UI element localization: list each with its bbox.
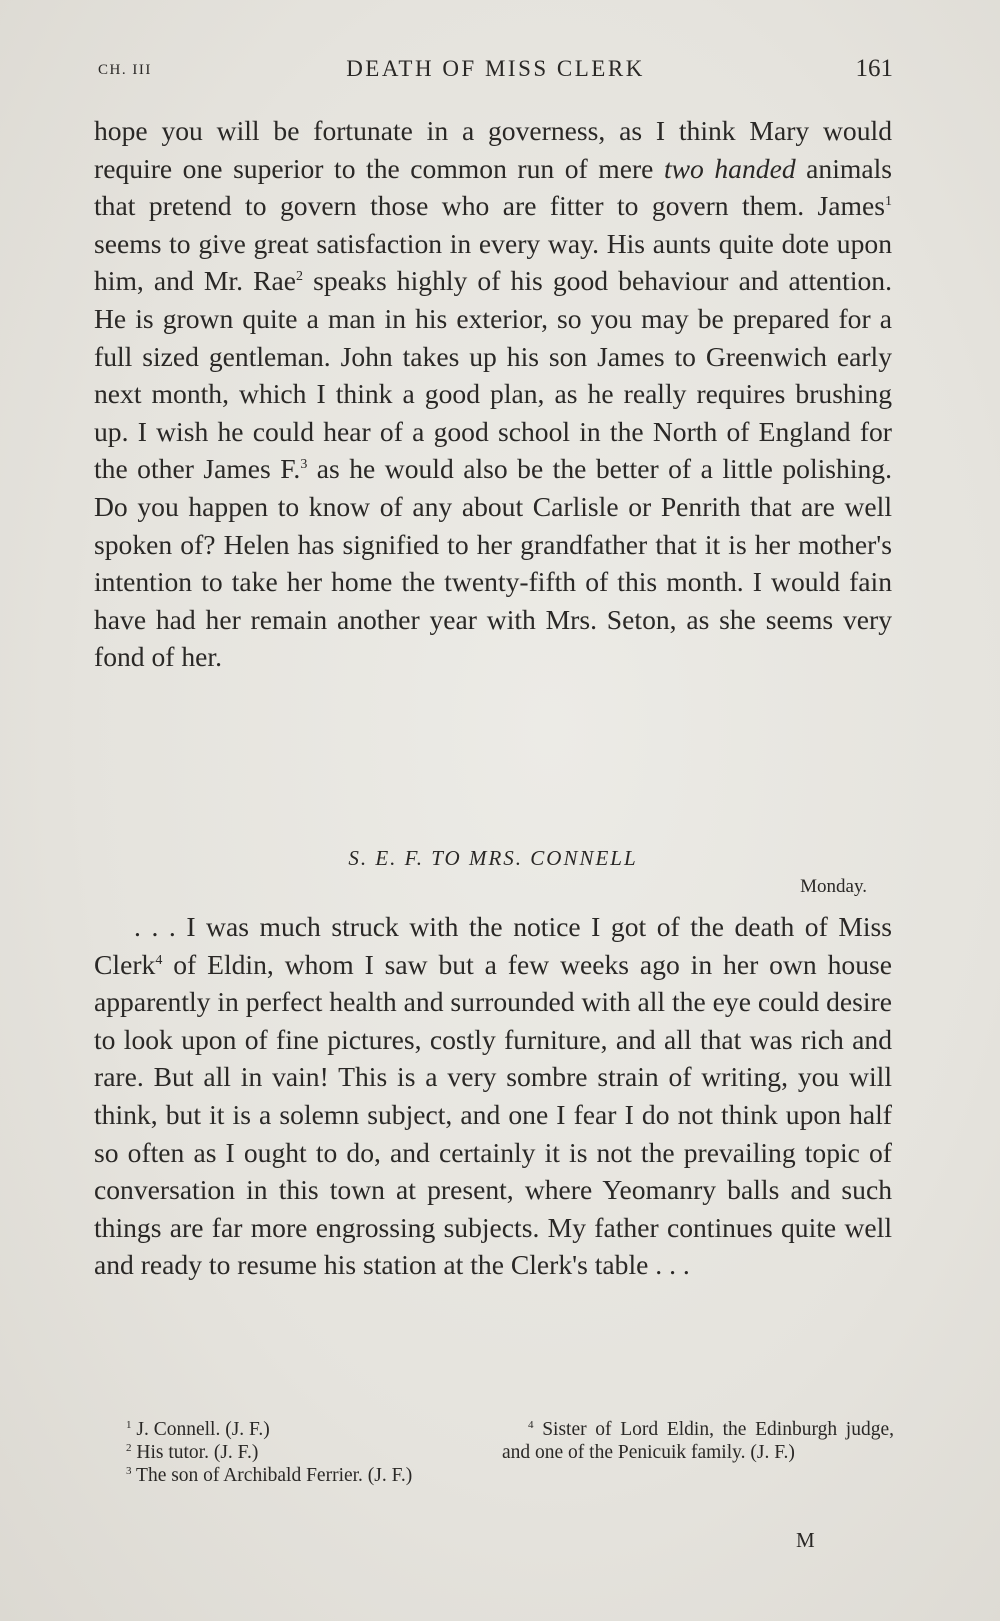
footnote-ref-2: 2 [296, 269, 304, 285]
footnote-text: Sister of Lord Eldin, the Edinburgh judge, and one of the Penicuik family. (J. F.) [502, 1419, 894, 1463]
footnote-mark: 1 [126, 1419, 132, 1431]
footnote-4 [502, 1418, 894, 1464]
running-title: DEATH OF MISS CLERK [346, 56, 645, 81]
footnote-3 [84, 1464, 474, 1487]
signature-mark: M [796, 1528, 816, 1552]
footnote-text: His tutor. (J. F.) [136, 1442, 259, 1463]
footnotes-left-column [84, 1418, 474, 1487]
text-run: of Eldin, whom I saw but a few weeks ago in her own house apparently in perfect health and surrounded with all the eye could desire to look upon of fine pictures, costly furniture, and all that was rich and rare. But all in vain! This is a very sombre strain of writing, you will think, but it is a solemn subject, and one I fear I do not think upon half so often as I ought to do, and certainly it is not the prevailing topic of conversation in this town at present, where Yeomanry balls and such things are far more engrossing subjects. My father continues quite well and ready to resume his station at the Clerk's table . . . [94, 948, 892, 1281]
footnote-mark: 3 [126, 1465, 132, 1477]
footnote-ref-1: 1 [885, 194, 892, 210]
italic-phrase: two handed [663, 152, 796, 184]
letter-paragraph-continued [94, 112, 892, 676]
running-head [98, 56, 893, 92]
text-run: speaks highly of his good behaviour and attention. He is grown quite a man in his exterior, so you may be prepared for a full sized gentleman. John takes up his son James to Greenwich early next month, which I think a good plan, as he really requires brushing up. I wish he could hear of a good school in the North of England for the other James F. [94, 265, 892, 485]
footnote-text: The son of Archibald Ferrier. (J. F.) [136, 1465, 413, 1486]
page-number: 161 [855, 55, 893, 82]
chapter-label: CH. III [98, 62, 152, 78]
letter-paragraph [94, 908, 892, 1284]
footnote-ref-4: 4 [155, 952, 163, 968]
text-run: animals that pretend to govern those who are fitter to govern them. James [94, 152, 892, 222]
footnote-mark: 4 [528, 1419, 534, 1431]
footnote-ref-3: 3 [300, 457, 308, 473]
footnote-2 [84, 1441, 474, 1464]
letter-heading: S. E. F. TO MRS. CONNELL [348, 846, 638, 870]
letter-dateline: Monday. [800, 876, 867, 897]
footnote-mark: 2 [126, 1442, 132, 1454]
footnote-1 [84, 1418, 474, 1441]
footnote-text: J. Connell. (J. F.) [136, 1419, 270, 1440]
text-run: . . . I was much struck with the notice I got of the death of Miss Clerk [94, 911, 892, 980]
text-run: as he would also be the better of a little polishing. Do you happen to know of any about Carlisle or Penrith that are well spoken of? Helen has signified to her grandfather that it is her mother's intention to take her home the twenty-fifth of this month. I would fain have had her remain another year with Mrs. Seton, as she seems very fond of her. [94, 453, 892, 673]
text-run: seems to give great satisfaction in every way. His aunts quite dote upon him, and Mr. Rae [94, 227, 892, 297]
footnotes-right-column [502, 1418, 894, 1464]
text-run: hope you will be fortunate in a governess, as I think Mary would require one superior to the common run of mere [94, 115, 892, 184]
